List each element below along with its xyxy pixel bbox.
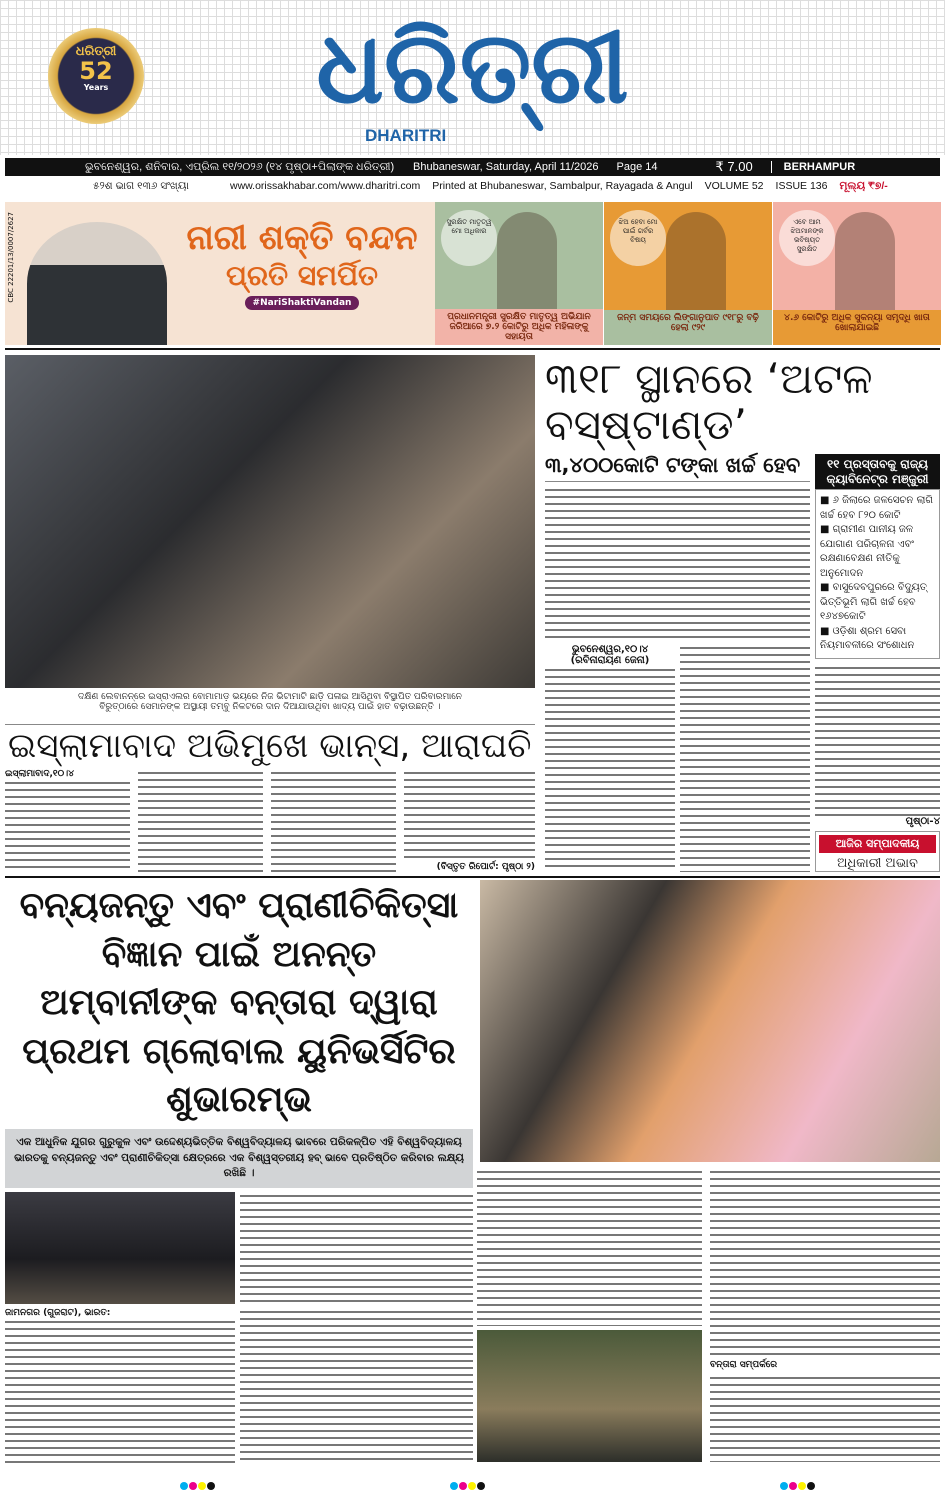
printed-at: Printed at Bhubaneswar, Sambalpur, Rayagada & Angul [432,180,693,192]
color-dot [198,1482,206,1490]
cabinet-item: ■ ୬ ଜିଲାରେ ଜଳସେଚନ ଲାଗି ଖର୍ଚ୍ଚ ହେବ ୮୨୦ କୋଟି [820,495,934,521]
story3-body-a [240,1192,473,1304]
dateline-bar [5,158,940,176]
ad-panel-bubble: ଝିଅ ହେବା ମୋ ପାଇଁ ଗର୍ବର ବିଷୟ [610,210,666,266]
story1-byline-place: ଭୁବନେଶ୍ୱର,୧୦।୪ [571,644,649,656]
color-dot [180,1482,188,1490]
story3-body-f [710,1374,940,1462]
ad-code: CBC 22201/13/0007/2627 [7,212,15,303]
story3-subhead: ବନ୍‌ତାରା ସମ୍ପର୍କରେ [710,1360,778,1370]
ad-hashtag[interactable]: #NariShaktiVandan [245,296,360,310]
cabinet-box [815,489,940,659]
lead-photo-caption: ଦକ୍ଷିଣ ଲେବାନନ୍‌ରେ ଇସ୍ରାଏଲର ବୋମାମାଡ଼ ଭୟରେ ନିଜ ଭିଟାମାଟି ଛାଡ଼ି ପଳାଇ ଆସିଥିବା ବିସ୍ଥାପିତ ପରିବାରମାନେ ବିରୁତ୍‌ଠାରେ ସେମାନଙ୍କ ଅସ୍ଥାୟୀ ତମ୍ବୁ ନିକଟରେ ଦାନ ଦିଆଯାଉଥିବା ଖାଦ୍ୟ ପାଇଁ ହାତ ବଢ଼ାଉଛନ୍ତି । [77,692,462,712]
story2-body-col1 [5,779,130,872]
editorial-box[interactable] [815,831,940,872]
story1-jump[interactable]: ପୃଷ୍ଠା-୪ [905,816,940,827]
price-odia: ମୂଲ୍ୟ ₹୭/- [839,179,888,192]
volume-odia: ୫୨ଶ ଭାଗ ୧୩୬ ସଂଖ୍ୟା [93,179,189,192]
story1-body [545,486,810,638]
story2-jump[interactable]: (ବିସ୍ତୃତ ରିପୋର୍ଟ: ପୃଷ୍ଠା ୨) [436,862,535,872]
issue: ISSUE 136 [775,180,828,192]
cabinet-item: ■ ବାସୁଦେବପୁରରେ ବିଦ୍ୟୁତ୍ ଭିତ୍ତିଭୂମି ଲାଗି ଖର୍ଚ୍ଚ ହେବ ୧୬୪୭କୋଟି [820,582,927,623]
editorial-label: ଆଜିର ସମ୍ପାଦକୀୟ [819,835,936,853]
badge-number: 52 [79,57,113,85]
story3-tree-photo [477,1330,702,1462]
color-dot [807,1482,815,1490]
ad-title: ନାରୀ ଶକ୍ତି ବନ୍ଦନ [186,218,418,258]
story3-headline[interactable]: ବନ୍ୟଜନ୍ତୁ ଏବଂ ପ୍ରାଣୀଚିକିତ୍ସା ବିଜ୍ଞାନ ପାଇଁ ଅନନ୍ତ ଅମ୍ବାନୀଙ୍କ ବନ୍‌ତାରା ଦ୍ୱାରା ପ୍ରଥମ ଗ୍ଲୋବାଲ ୟୁନିଭର୍ସିଟିର ଶୁଭାରମ୍ଭ [19,885,459,1121]
cabinet-item: ■ ଗ୍ରାମୀଣ ପାନୀୟ ଜଳ ଯୋଗାଣ ପରିଚାଳନା ଏବଂ ରକ୍ଷଣାବେକ୍ଷଣ ନୀତିକୁ ଅନୁମୋଦନ [820,524,914,579]
newspaper-logo-en: DHARITRI [365,126,447,145]
ad-panel-caption: ୪.୬ କୋଟିରୁ ଅଧିକ ସୁକନ୍ୟା ସମୃଦ୍ଧି ଖାତା ଖୋଲାଯାଇଛି [773,310,941,345]
story2-body-col4 [404,769,535,862]
sub-dateline [5,177,940,195]
editorial-title: ଅଧିକାରୀ ଅଭାବ [837,856,918,871]
color-dot [798,1482,806,1490]
ad-panel-figure [835,212,895,310]
ad-banner[interactable] [5,202,435,345]
lead-photo [5,355,535,688]
ad-panel[interactable] [773,202,941,345]
color-dot [189,1482,197,1490]
story1-body-col3 [815,664,940,816]
story1-headline[interactable]: ୩୧୮ ସ୍ଥାନରେ ‘ଅଟଳ ବସ୍‌ଷ୍ଟାଣ୍ଡ’ [545,356,873,450]
anniversary-badge [48,28,144,124]
ad-panel-bubble: ଏବେ ଆମ ଝିଅମାନଙ୍କ ଭବିଷ୍ୟତ ସୁରକ୍ଷିତ [779,210,835,266]
color-dot [477,1482,485,1490]
ad-panel-caption: ଜନ୍ମ ସମୟରେ ଲିଙ୍ଗାନୁପାତ ୯୧୮ରୁ ବଢ଼ି ହେଲା ୯୨୯ [604,310,772,345]
ad-portrait [27,222,167,345]
ad-panel-caption: ପ୍ରଧାନମନ୍ତ୍ରୀ ସୁରକ୍ଷିତ ମାତୃତ୍ୱ ଅଭିଯାନ ଜରିଆରେ ୭.୨ କୋଟିରୁ ଅଧିକ ମହିଳାଙ୍କୁ ସହାୟତା [435,309,603,345]
story1-byline-name: (ରବିନାରାୟଣ ଜେନା) [570,655,650,667]
ad-subtitle: ପ୍ରତି ସମର୍ପିତ [226,259,378,293]
color-dot [459,1482,467,1490]
story3-summary: ଏକ ଆଧୁନିକ ଯୁଗର ଗୁରୁକୁଳ ଏବଂ ଉଦ୍ଦେଶ୍ୟଭିତ୍ତିକ ବିଶ୍ୱବିଦ୍ୟାଳୟ ଭାବରେ ପରିକଳ୍ପିତ ଏହି ବିଶ୍ୱବିଦ୍ୟାଳୟ ଭାରତକୁ ବନ୍ୟଜନ୍ତୁ ଏବଂ ପ୍ରାଣୀଚିକିତ୍ସା କ୍ଷେତ୍ରରେ ଏକ ବିଶ୍ୱସ୍ତରୀୟ ହବ୍ ଭାବେ ପ୍ରତିଷ୍ଠିତ କରିବାର ଲକ୍ଷ୍ୟ ରଖିଛି । [5,1129,473,1188]
story3-body-b [5,1318,235,1464]
cabinet-box-title: ୧୧ ପ୍ରସ୍ତାବକୁ ରାଜ୍ୟ କ୍ୟାବିନେଟ୍‌ର ମଞ୍ଜୁରୀ [815,454,940,489]
color-dot [789,1482,797,1490]
story1-subhead: ୩,୪୦୦କୋଟି ଟଙ୍କା ଖର୍ଚ୍ଚ ହେବ [545,454,810,482]
volume: VOLUME 52 [704,180,764,192]
story3-group-photo [5,1192,235,1304]
color-dot [468,1482,476,1490]
ad-panel-figure [666,212,726,310]
price: ₹ 7.00 [715,159,753,174]
story2 [5,728,535,872]
color-dot [207,1482,215,1490]
edition: BERHAMPUR [771,161,856,173]
color-dot [450,1482,458,1490]
story1 [545,356,940,872]
website[interactable]: www.orissakhabar.com/www.dharitri.com [230,180,421,192]
story1-body-col2 [680,644,810,872]
story2-dateline: ଇସ୍‌ଲାମାବାଦ,୧୦।୪ [5,769,74,780]
story3-main-photo [480,880,940,1162]
story1-body-col1 [545,666,675,872]
odia-date: ଭୁବନେଶ୍ୱର, ଶନିବାର, ଏପ୍ରିଲ ୧୧/୨୦୨୬ (୧୪ ପୃଷ୍ଠା+ପିଲାଙ୍କ ଧରିତ୍ରୀ) [85,160,395,173]
story2-body-col2 [138,769,263,872]
badge-label: Years [83,83,109,92]
page-number: Page 14 [616,161,658,173]
newspaper-logo[interactable]: ଧରିତ୍ରୀ [316,9,629,126]
ad-panel[interactable] [435,202,603,345]
cabinet-item: ■ ଓଡ଼ିଶା ଶ୍ରମ ସେବା ନିୟମାବଳୀରେ ସଂଶୋଧନ [820,625,915,652]
divider [5,348,940,350]
story3-dateline: ଜାମନଗର (ଗୁଜରାଟ), ଭାରତ: [5,1307,111,1318]
story2-body-col3 [271,769,396,872]
story3-body-c [240,1308,473,1464]
ad-panel[interactable] [604,202,772,345]
story3-body-e [710,1168,940,1358]
ad-panel-figure [497,212,557,310]
date: Bhubaneswar, Saturday, April 11/2026 [413,161,599,173]
story3-body-d [477,1168,702,1326]
color-dot [780,1482,788,1490]
badge-logo: ଧରିତ୍ରୀ [75,44,117,59]
story2-headline[interactable]: ଇସ୍‌ଲାମାବାଦ ଅଭିମୁଖେ ଭାନ୍ସ, ଆରାଘଚି [8,728,532,766]
divider [5,724,535,725]
story3 [5,882,473,1464]
ad-panel-bubble: ସୁରକ୍ଷିତ ମାତୃତ୍ୱ ମୋ ଅଧିକାର [441,210,497,266]
divider [5,876,940,878]
